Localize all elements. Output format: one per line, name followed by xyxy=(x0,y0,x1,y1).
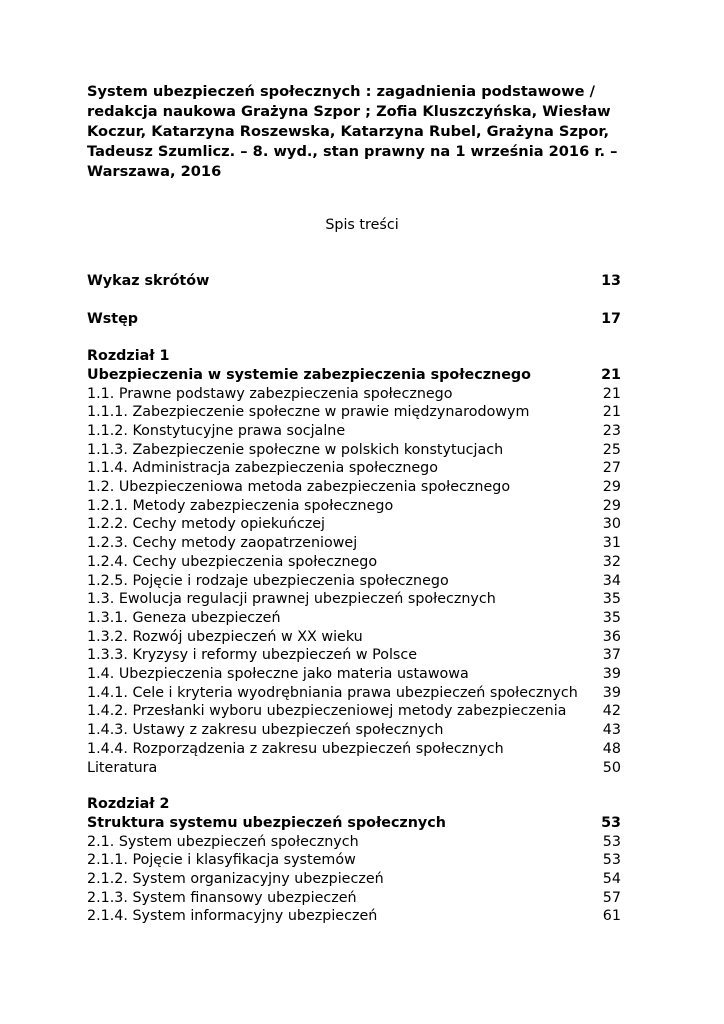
toc-entry xyxy=(87,515,621,534)
toc-entry xyxy=(87,441,621,460)
toc-entry-title: 2.1.3. System finansowy ubezpieczeń xyxy=(87,889,357,906)
toc-entry-page: 43 xyxy=(602,722,621,739)
toc-entry xyxy=(87,553,621,572)
toc-entry-title: 1.1. Prawne podstawy zabezpieczenia społecznego xyxy=(87,385,453,402)
toc-entry-title: 2.1.4. System informacyjny ubezpieczeń xyxy=(87,908,378,925)
toc-entry-page: 31 xyxy=(602,535,621,552)
toc-entry-title: 1.4.3. Ustawy z zakresu ubezpieczeń społecznych xyxy=(87,722,444,739)
toc-entry xyxy=(87,403,621,422)
toc-entry xyxy=(87,740,621,759)
toc-entry-title: 1.4. Ubezpieczenia społeczne jako materia ustawowa xyxy=(87,666,469,682)
toc-entry-title: 1.1.3. Zabezpieczenie społeczne w polskich konstytucjach xyxy=(87,441,504,458)
toc-entry xyxy=(87,534,621,553)
toc-entry-page: 17 xyxy=(601,311,621,327)
toc-entry xyxy=(87,684,621,703)
toc-entry xyxy=(87,609,621,628)
toc-entry-page: 39 xyxy=(602,684,621,701)
toc-entry xyxy=(87,721,621,740)
bibliographic-description: System ubezpieczeń społecznych : zagadnienia podstawowe / redakcja naukowa Grażyna Szpor ; Zofia Kluszczyńska, Wiesław Koczur, Katarzyna Roszewska, Katarzyna Rubel, Grażyna Szpor, Tadeusz Szumlicz. – 8. wyd., stan prawny na 1 września 2016 r. – Warszawa, 2016 xyxy=(87,83,618,180)
toc-entry-page: 27 xyxy=(602,460,621,477)
chapter-page: 21 xyxy=(601,367,621,383)
toc-entry-page: 37 xyxy=(602,647,621,664)
toc-entry-title: Literatura xyxy=(87,759,158,776)
toc-entry-page: 13 xyxy=(601,273,621,289)
toc-entry-page: 53 xyxy=(602,833,621,850)
chapter-label: Rozdział 2 xyxy=(87,796,170,812)
toc-entry xyxy=(87,385,621,404)
toc-entry xyxy=(87,478,621,497)
toc-entry-page: 54 xyxy=(602,870,621,887)
toc-entry-page: 23 xyxy=(602,422,621,439)
toc-entry-page: 35 xyxy=(602,609,621,626)
toc-entry-page: 42 xyxy=(602,703,621,720)
toc-entry-title: 1.2.1. Metody zabezpieczenia społecznego xyxy=(87,497,394,514)
toc-entry-title: 2.1. System ubezpieczeń społecznych xyxy=(87,833,359,850)
toc-entry-title: Wykaz skrótów xyxy=(87,273,210,289)
toc-entry-title: Wstęp xyxy=(87,311,139,327)
toc-entry xyxy=(87,459,621,478)
chapter-page: 53 xyxy=(601,815,621,831)
toc-entry-title: 1.3.3. Kryzysy i reformy ubezpieczeń w Polsce xyxy=(87,647,418,664)
toc-entry-page: 30 xyxy=(602,516,621,533)
toc-entry-wykaz xyxy=(87,272,621,291)
toc-heading: Spis treści xyxy=(325,217,399,233)
toc-entry xyxy=(87,870,621,889)
toc-entry-title: 1.3.2. Rozwój ubezpieczeń w XX wieku xyxy=(87,628,363,645)
chapter-title: Struktura systemu ubezpieczeń społecznych xyxy=(87,815,446,831)
toc-entry-title: 1.1.4. Administracja zabezpieczenia społecznego xyxy=(87,460,438,477)
toc-entry-title: 1.2.5. Pojęcie i rodzaje ubezpieczenia społecznego xyxy=(87,572,449,589)
toc-entry-title: 1.1.1. Zabezpieczenie społeczne w prawie międzynarodowym xyxy=(87,404,530,421)
toc-entry-wstep xyxy=(87,310,621,329)
toc-entry-title: 1.4.1. Cele i kryteria wyodrębniania prawa ubezpieczeń społecznych xyxy=(87,684,578,701)
toc-entry-title: 1.1.2. Konstytucyjne prawa socjalne xyxy=(87,422,346,439)
chapter-1-label xyxy=(87,347,621,366)
toc-entry-page: 50 xyxy=(602,759,621,776)
toc-entry xyxy=(87,702,621,721)
toc-entry xyxy=(87,590,621,609)
chapter-title: Ubezpieczenia w systemie zabezpieczenia społecznego xyxy=(87,367,531,383)
toc-entry-title: 1.3. Ewolucja regulacji prawnej ubezpieczeń społecznych xyxy=(87,591,496,608)
chapter-2-label xyxy=(87,795,621,814)
toc-entry-page: 29 xyxy=(602,479,621,495)
toc-entry-page: 53 xyxy=(602,852,621,869)
toc-entry-page: 48 xyxy=(602,740,621,757)
toc-entry-page: 21 xyxy=(602,404,621,421)
toc-entry-title: 2.1.2. System organizacyjny ubezpieczeń xyxy=(87,870,384,887)
toc-entry-page: 25 xyxy=(602,441,621,458)
chapter-2-heading xyxy=(87,814,621,833)
toc-entry-page: 29 xyxy=(602,497,621,514)
toc-entry-page: 39 xyxy=(602,666,621,682)
toc-entry-page: 35 xyxy=(602,591,621,608)
toc-entry xyxy=(87,665,621,684)
toc-entry xyxy=(87,759,621,778)
toc-entry-title: 1.4.2. Przesłanki wyboru ubezpieczeniowej metody zabezpieczenia xyxy=(87,703,567,720)
toc-entry-title: 1.2.4. Cechy ubezpieczenia społecznego xyxy=(87,553,378,570)
toc-entry xyxy=(87,833,621,852)
toc-entry-page: 36 xyxy=(602,628,621,645)
chapter-label: Rozdział 1 xyxy=(87,348,170,364)
chapter-1-heading xyxy=(87,366,621,385)
toc-entry-page: 21 xyxy=(602,385,621,402)
toc-entry xyxy=(87,851,621,870)
toc-entry-page: 34 xyxy=(602,572,621,589)
toc-entry-page: 57 xyxy=(602,889,621,906)
toc-entry-page: 61 xyxy=(602,908,621,925)
toc-entry xyxy=(87,422,621,441)
toc-entry-page: 32 xyxy=(602,553,621,570)
toc-entry-title: 1.4.4. Rozporządzenia z zakresu ubezpieczeń społecznych xyxy=(87,740,504,757)
toc-entry xyxy=(87,907,621,926)
toc-entry-title: 1.2.2. Cechy metody opiekuńczej xyxy=(87,516,326,533)
toc-entry-title: 1.2.3. Cechy metody zaopatrzeniowej xyxy=(87,535,358,552)
toc-entry xyxy=(87,628,621,647)
toc-entry xyxy=(87,646,621,665)
toc-entry-title: 1.3.1. Geneza ubezpieczeń xyxy=(87,609,281,626)
toc-entry xyxy=(87,572,621,591)
toc-entry-title: 2.1.1. Pojęcie i klasyfikacja systemów xyxy=(87,852,356,869)
toc-entry xyxy=(87,889,621,908)
toc-entry-title: 1.2. Ubezpieczeniowa metoda zabezpieczenia społecznego xyxy=(87,479,511,495)
toc-entry xyxy=(87,497,621,516)
